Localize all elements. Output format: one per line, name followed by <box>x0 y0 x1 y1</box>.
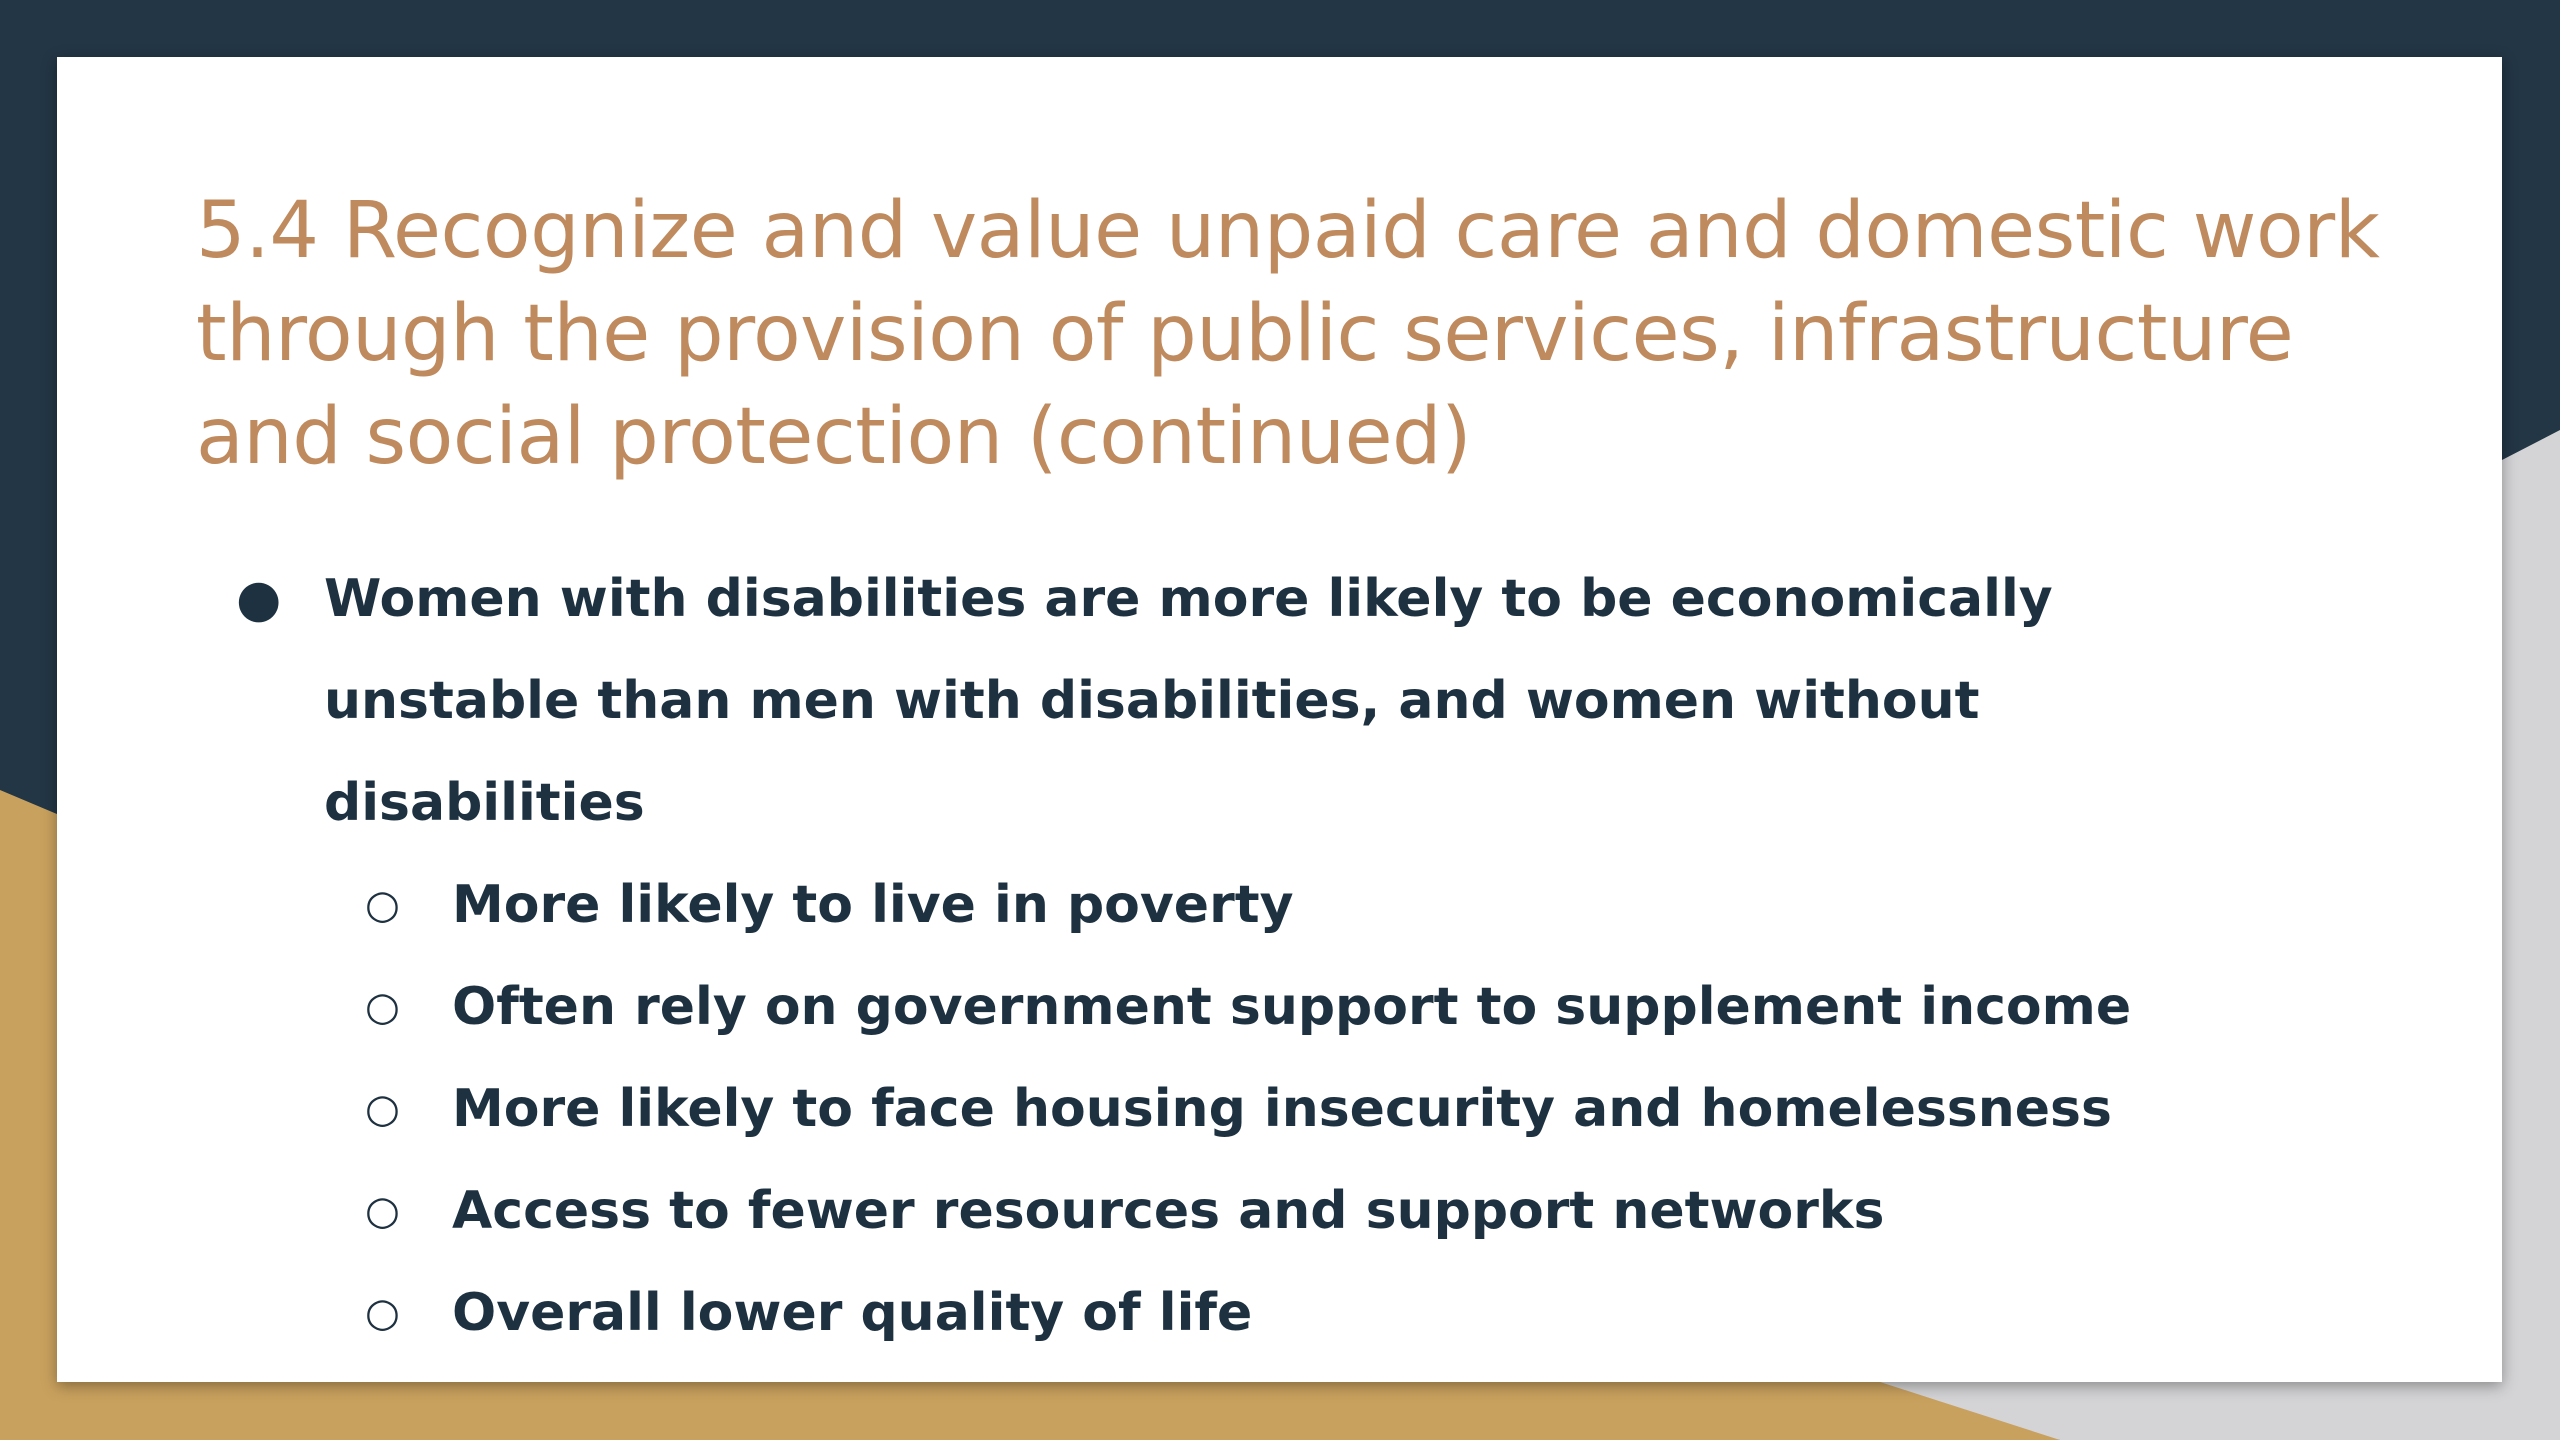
sub-bullet-text: Overall lower quality of life <box>452 1283 1253 1343</box>
sub-bullet-text: More likely to face housing insecurity and homelessness <box>452 1079 2112 1139</box>
hollow-bullet-icon: ○ <box>365 1086 400 1132</box>
sub-bullet-container <box>0 854 2400 1364</box>
hollow-bullet-icon: ○ <box>365 984 400 1030</box>
sub-bullet-item <box>0 1160 2400 1262</box>
sub-bullet-text: Access to fewer resources and support networks <box>452 1181 1885 1241</box>
sub-bullet-item <box>0 1262 2400 1364</box>
main-bullet-text: Women with disabilities are more likely to be economically unstable than men with disabilities, and women without disabilities <box>324 569 2053 833</box>
sub-bullet-text: More likely to live in poverty <box>452 875 1294 935</box>
filled-bullet-icon: ● <box>236 569 282 629</box>
sub-bullet-item <box>0 956 2400 1058</box>
sub-bullet-item <box>0 1058 2400 1160</box>
bullet-list <box>0 548 2400 1364</box>
hollow-bullet-icon: ○ <box>365 1290 400 1336</box>
main-bullet-item <box>0 548 2284 854</box>
slide-title: 5.4 Recognize and value unpaid care and domestic work through the provision of public services, infrastructure and social protection (continued) <box>196 186 2380 482</box>
sub-bullet-item <box>0 854 2400 956</box>
hollow-bullet-icon: ○ <box>365 1188 400 1234</box>
hollow-bullet-icon: ○ <box>365 882 400 928</box>
sub-bullet-list <box>0 854 2400 1364</box>
sub-bullet-text: Often rely on government support to supplement income <box>452 977 2132 1037</box>
